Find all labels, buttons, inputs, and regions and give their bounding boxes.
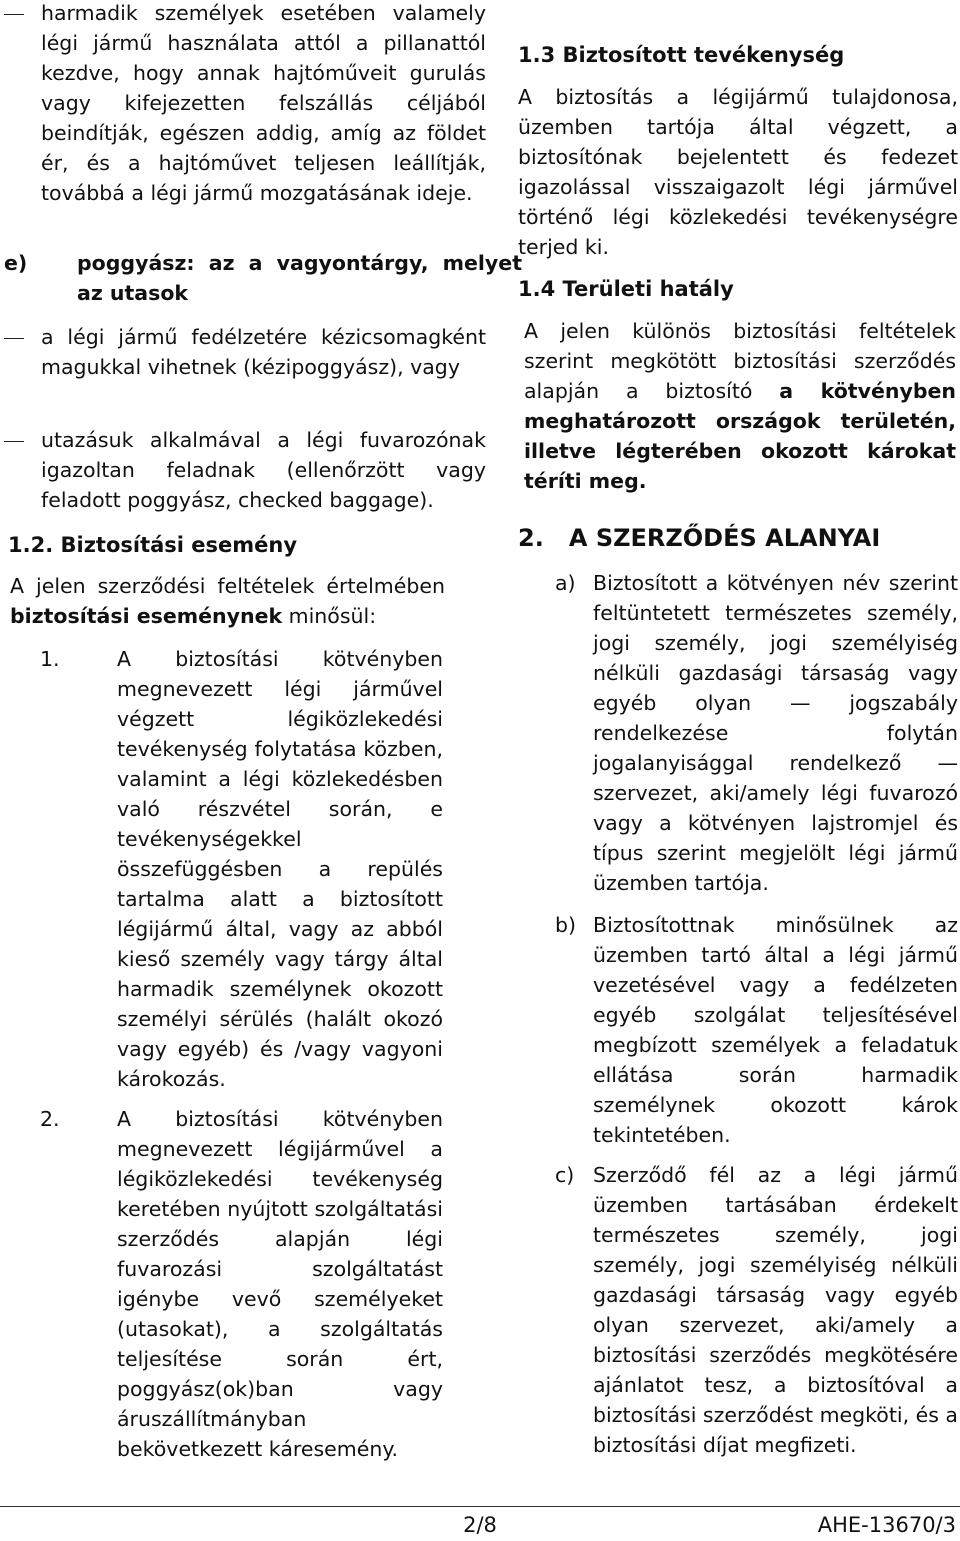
numbered-item-text: A biztosítási kötvényben megnevezett légi járművel végzett légiközlekedési tevékenység folytatása közben, valamint a légi közlekedésben való részvétel során, e tevékenységekkel összefüggésben a repülés tartalma alatt a biztosított légijármű által, vagy az abból kieső személy vagy tárgy által harmadik személynek okozott személyi sérülés (halált okozó vagy egyéb) és /vagy vagyoni károkozás. xyxy=(117,647,443,1091)
list-item-text: Szerződő fél az a légi jármű üzemben tartásában érdekelt természetes személy, jogi személy, jogi személyiség nélküli gazdasági társaság vagy egyéb olyan szervezet, aki/amely a biztosítási szerződés megkötésére ajánlatot tesz, a biztosítóval a biztosítási szerződést megköti, és a biztosítási díjat megfizeti. xyxy=(593,1163,958,1457)
list-item-text: Biztosítottnak minősülnek az üzemben tartó által a légi jármű vezetésével vagy a fedélzeten egyéb szolgálat teljesítésével megbízott személyek a feladatuk ellátása során harmadik személynek okozott károk tekintetében. xyxy=(593,913,958,1147)
list-marker: e) xyxy=(4,251,28,275)
numbered-item-text: A biztosítási kötvényben megnevezett légijárművel a légiközlekedési tevékenység keretében nyújtott szolgáltatási szerződés alapján légi fuvarozási szolgáltatást igénybe vevő személyeket (utasokat), a szolgáltatás teljesítése során ért, poggyász(ok)ban vagy áruszállítmányban bekövetkezett káresemény. xyxy=(117,1107,443,1461)
section-paragraph-1-3: A biztosítás a légijármű tulajdonosa, üzemben tartója által végzett, a biztosítónak bejelentett és fedezet igazolással visszaigazolt légi járművel történő légi közlekedési tevékenységre terjed ki. xyxy=(518,85,958,259)
section-paragraph-1-4 xyxy=(524,316,956,496)
paragraph-text: minősül: xyxy=(282,604,377,628)
section-heading-1-4: 1.4 Területi hatály xyxy=(518,277,734,301)
paragraph-text: A jelen különös biztosítási feltételek szerint megkötött biztosítási szerződés alapján a biztosító xyxy=(524,319,956,403)
section-heading-1-2: 1.2. Biztosítási esemény xyxy=(8,533,298,557)
footer-divider xyxy=(0,1506,960,1507)
dash-item-text: utazásuk alkalmával a légi fuvarozónak igazoltan feladnak (ellenőrzött vagy feladott poggyász, checked baggage). xyxy=(41,428,486,512)
dash-item-text: a légi jármű fedélzetére kézicsomagként magukkal vihetnek (kézipoggyász), vagy xyxy=(41,325,486,379)
section-heading-2: 2. A SZERZŐDÉS ALANYAI xyxy=(518,524,881,552)
e-item-text: poggyász: az a vagyontárgy, melyet az utasok xyxy=(77,251,522,305)
list-item-a xyxy=(515,568,958,898)
paragraph-text: A jelen szerződési feltételek értelmében xyxy=(10,574,445,598)
dash-item-text: harmadik személyek esetében valamely légi jármű használata attól a pillanattól kezdve, hogy annak hajtóműveit gurulás vagy kifejezetten felszállás céljából beindítják, egészen addig, amíg az földet ér, és a hajtóművet teljesen leállítják, továbbá a légi jármű mozgatásának ideje. xyxy=(41,1,486,205)
list-marker: a) xyxy=(555,571,576,595)
list-marker: 2. xyxy=(40,1107,60,1131)
numbered-item-2 xyxy=(0,1104,445,1464)
numbered-item-1 xyxy=(0,644,445,1094)
page-number: 2/8 xyxy=(463,1513,497,1537)
paragraph-bold-text: biztosítási eseménynek xyxy=(10,604,283,628)
list-item xyxy=(0,322,486,382)
list-item xyxy=(0,425,486,515)
section-heading-1-3: 1.3 Biztosított tevékenység xyxy=(518,43,845,67)
paragraph-bold-text: a kötvényben meghatározott országok területén, illetve légterében okozott károkat téríti meg. xyxy=(524,379,956,493)
list-item-c xyxy=(515,1160,958,1460)
list-marker: c) xyxy=(555,1163,575,1187)
document-code: AHE-13670/3 xyxy=(817,1513,956,1537)
section-paragraph-1-2 xyxy=(10,571,445,631)
list-item-b xyxy=(515,910,958,1150)
list-marker: b) xyxy=(555,913,577,937)
list-item-e xyxy=(0,248,522,308)
list-item-text: Biztosított a kötvényen név szerint feltüntetett természetes személy, jogi személy, jogi személyiség nélküli gazdasági társaság vagy egyéb olyan — jogszabály rendelkezése folytán jogalanyisággal rendelkező — szervezet, aki/amely légi fuvarozó vagy a kötvényen lajstromjel és típus szerint megjelölt légi jármű üzemben tartója. xyxy=(593,571,958,895)
list-item xyxy=(0,0,486,208)
list-marker: 1. xyxy=(40,647,60,671)
